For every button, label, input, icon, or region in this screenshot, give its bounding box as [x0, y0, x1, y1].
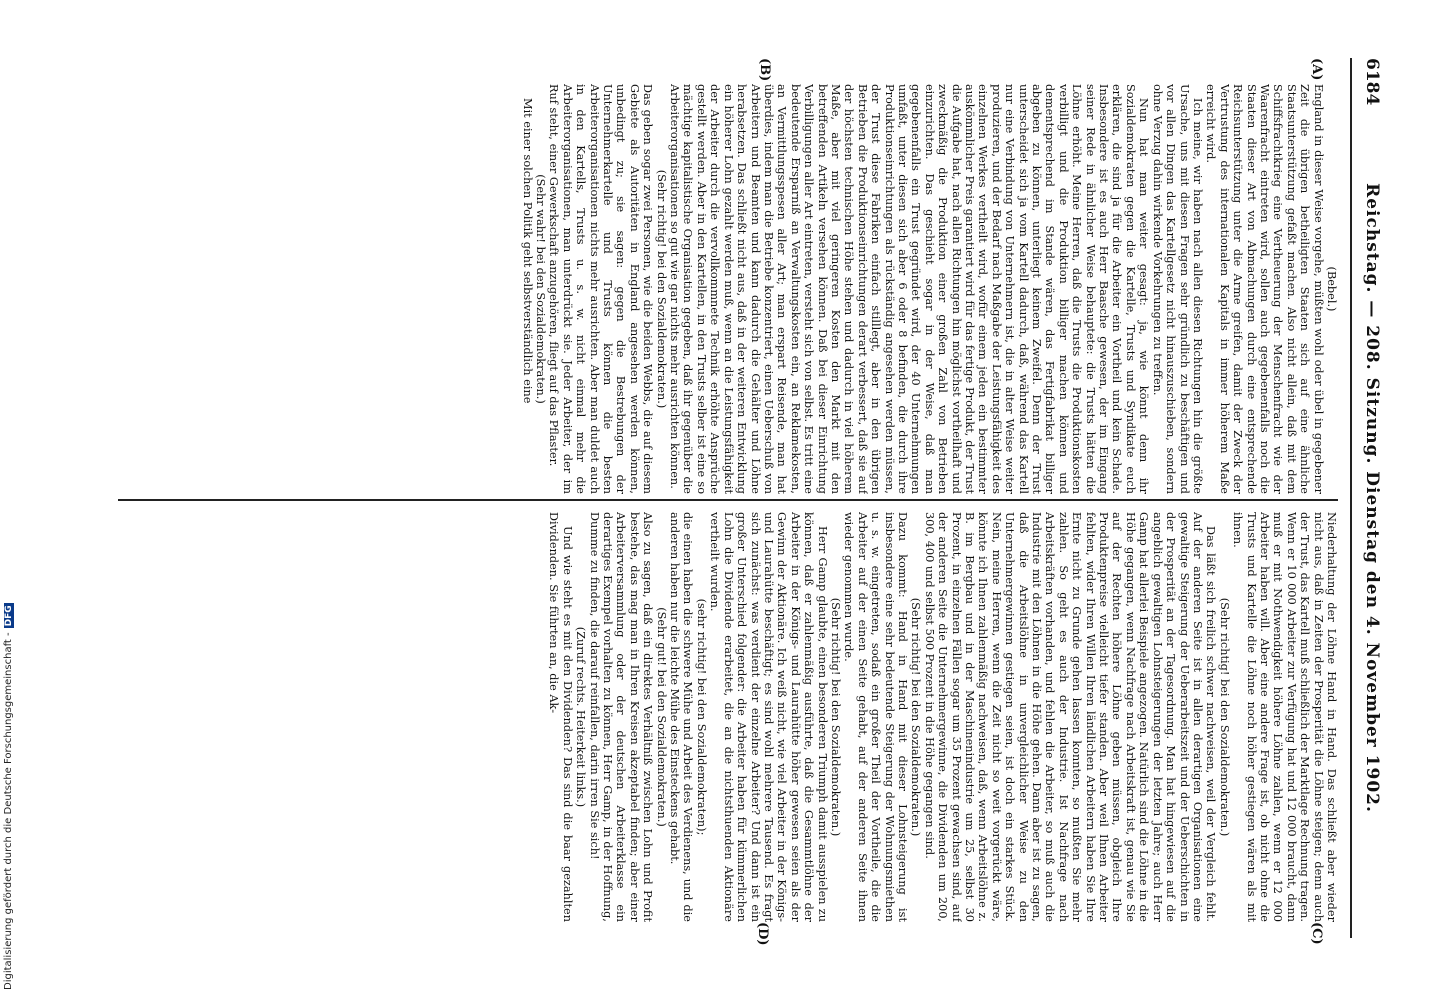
margin-marker-d: (D): [755, 922, 770, 946]
paragraph: die einen haben die schwere Mühe und Arbeit des Verdienens, und die anderen haben nur die leichte Mühe des Einsteckens gehabt.: [668, 512, 695, 922]
interjection: (Sehr wahr! bei den Sozialdemokraten.): [534, 174, 548, 404]
interjection: (sehr richtig! bei den Sozialdemokraten);: [694, 598, 708, 836]
interjection: (Sehr richtig! bei den Sozialdemokraten.): [654, 169, 668, 409]
interjection: (Sehr richtig! bei den Sozialdemokraten.): [909, 597, 923, 837]
interjection: (Sehr richtig! bei den Sozialdemokraten.): [828, 597, 842, 837]
margin-marker-c: (C): [1309, 922, 1324, 945]
paragraph: Ich meine, wir haben nach allen diesen Richtungen hin die größte Ursache, uns mit diesen Fragen sehr gründlich zu beschäftigen und vor allen Dingen das Kartellgesetz nicht hinauszuschieben, sondern ohne Verzug dahin wirkende Vorkehrungen zu treffen.: [1150, 84, 1204, 494]
paragraph: Niederhaltung der Löhne Hand in Hand. Das schließt aber wieder nicht aus, daß in Zeiten der Prosperität die Löhne steigen; denn auch der Trust, das Kartell muß schließlich der Marktlage Rechnung tragen. Wenn er 10 000 Arbeiter zur Verfügung hat und 12 000 braucht, dann muß er mit Nothwendigkeit höhere Löhne zahlen, wenn er 12 000 Arbeiter haben will. Aber eine andere Frage ist, ob nicht ohne die Trusts und Kartelle die Löhne noch höher gestiegen wären als mit ihnen.: [1231, 512, 1338, 922]
header-rule: [1350, 58, 1352, 938]
interjection: (Zuruf rechts. Heiterkeit links.): [574, 626, 588, 808]
column-divider: [118, 499, 1338, 501]
paragraph: Dazu kommt: Hand in Hand mit dieser Lohnsteigerung ist insbesondere eine sehr bedeutende Steigerung der Wohnungsmiethen u. s. w. eingetreten, sodaß ein großer Theil der Vortheile, die die Arbeiter auf der einen Seite gehabt, auf der anderen Seite ihnen wieder genommen wurde.: [842, 512, 909, 922]
interjection: (Bebel.): [1325, 266, 1338, 312]
paragraph: Das läßt sich freilich schwer nachweisen, weil der Vergleich fehlt. Auf der anderen Seite ist in allen derartigen Organisationen eine gewaltige Steigerung der Ueberarbeitszeit und der Ueberschichten in der Prosperität an der Tagesordnung. Man hat hingewiesen auf die angeblich gewaltigen Lohnsteigerungen der letzten Jahre; auch Herr Gamp hat allerlei Beispiele angezogen. Natürlich sind die Löhne in die Höhe gegangen, wenn Nachfrage nach Arbeitskraft ist, genau wie Sie auf der Rechten höhere Löhne geben müssen, obgleich Ihre Produktenpreise vielleicht tiefer standen. Aber weil Ihnen Arbeiter fehlten, wider Ihren Willen Ihren ländlichen Arbeitern haben Sie Ihre Ernte nicht zu Grunde gehen lassen konnten, so mußten Sie mehr zahlen. So geht es auch der Industrie. Ist Nachfrage nach Arbeitskräften vorhanden, und fehlen die Arbeiter, so muß auch die Industrie mit den Löhnen in die Höhe gehen. Dann aber ist zu sagen, daß die Arbeitslöhne in unvergleichlicher Weise zu den Unternehmergewinnen gestiegen seien, ist doch ein starkes Stück. Nein, meine Herren, wenn die Zeit nicht so weit vorgerückt wäre, könnte ich Ihnen zahlenmäßig nachweisen, daß, wenn Arbeitslöhne z. B. im Bergbau und in der Maschinenindustrie um 25, selbst 30 Prozent, in einzelnen Fällen sogar um 35 Prozent gewachsen sind, auf der anderen Seite die Unternehmergewinne, die Dividenden um 200, 300, 400 und selbst 500 Prozent in die Höhe gegangen sind.: [922, 512, 1218, 922]
paragraph: Herr Gamp glaubte, einen besonderen Triumph damit ausspielen zu können, daß er zahlenmäßig ausführte, daß die Gesammtlöhne der Arbeiter in der Königs- und Laurahütte höher gewesen seien als der Gewinn der Aktionäre. Ich weiß nicht, wie viel Arbeiter in der Königs- und Laurahütte beschäftigt; es sind wohl mehrere Tausend. Es fragt sich zunächst: was verdient der einzelne Arbeiter? Und dann ist ein großer Unterschied folgender: die Arbeiter haben für kümmerlichen Lohn die Dividende erarbeitet, die an die nichtsthuenden Aktionäre vertheilt wurden.: [708, 512, 829, 922]
margin-marker-b: (B): [757, 58, 772, 82]
paragraph: Und wie steht es mit den Dividenden? Das sind die baar gezahlten Dividenden. Sie führten an, die Ak-: [547, 512, 574, 922]
rotated-page: [82, 58, 1382, 946]
paragraph: Mit einer solchen Politik geht selbstverständlich eine: [520, 98, 534, 404]
paragraph: Also zu sagen, daß ein direktes Verhältniß zwischen Lohn und Profit bestehe, das mag man in Ihren Kreisen akzeptabel finden; aber einer Arbeiterversammlung oder der deutschen Arbeiterklasse ein derartiges Exempel vorhalten zu können, Herr Gamp, in der Hoffnung, Dumme zu finden, die darauf reinfallen, darin irren Sie sich!: [587, 512, 655, 922]
paragraph: Nun hat man weiter gesagt: ja, wie könnt denn ihr Sozialdemokraten gegen die Kartelle, Trusts und Syndikate euch erklären, die sind ja für die Arbeiter ein Vortheil und kein Schade. Insbesondere ist es auch Herr Baasche gewesen, der im Eingang seiner Rede in ähnlicher Weise behauptete: die Trusts hätten die Löhne erhöht. Meine Herren, daß die Trusts die Produktionskosten verbilligt und die Produktion billiger machen können und dementsprechend im Stande wären, das Fertigfabrikat billiger abgeben zu können, unterliegt keinem Zweifel. Denn der Trust unterscheidet sich ja vom Kartell dadurch, daß, während das Kartell nur eine Verbindung von Unternehmern ist, die in alter Weise weiter produzieren, und der Bedarf nach Maßgabe der Leistungsfähigkeit des einzelnen Werkes vertheilt wird, wofür einem jeden ein bestimmter auskömmlicher Preis garantiert wird für das fertige Produkt, der Trust die Aufgabe hat, nach allen Richtungen hin möglichst vortheilhaft und zweckmäßig die Produktion einer großen Zahl von Betrieben einzurichten. Das geschieht sogar in der Weise, daß man gegebenenfalls ein Trust gegründet wird, der 40 Unternehmungen umfaßt, unter diesen sich aber 6 oder 8 befinden, die durch ihre Produktionseinrichtungen als rückständig angesehen werden müssen, der Trust diese Fabriken einfach stilllegt, aber in den übrigen Betrieben die Produktionseinrichtungen derart verbessert, daß sie auf der höchsten technischen Höhe stehen und dadurch in viel höherem Maße, aber mit viel geringeren Kosten den Markt mit den betreffenden Artikeln versehen können. Daß bei dieser Einrichtung Verbilligungen aller Art eintreten, versteht sich von selbst. Es tritt eine bedeutende Ersparniß an Verwaltungskosten ein, an Reklamekosten, an Vermittlungsspesen aller Art; man erspart Reisende, man hat überdies, indem man die Betriebe konzentriert, einen Ueberschuß von Arbeitern und Beamten und kann dadurch die Gehälter und Löhne herabsetzen. Das schließt nicht aus, daß in der weiteren Entwicklung ein höherer Lohn gezahlt werden muß, wenn an die Leistungsfähigkeit der Arbeiter durch die vervollkommnete Technik erhöhte Ansprüche gestellt werden. Aber in den Kartellen, in den Trusts selber ist eine so mächtige kapitalistische Organisation gegeben, daß ihr gegenüber die Arbeiterorganisationen so gut wie gar nichts mehr ausrichten können.: [668, 84, 1151, 494]
running-head-title: Reichstag. — 208. Sitzung. Dienstag den 4. November 1902.: [1362, 183, 1382, 813]
paragraph: England in dieser Weise vorgehe, müßten wohl oder übel in gegebener Zeit die übrigen betheiligten Staaten sich auf eine ähnliche Staatsunterstützung gefaßt machen. Also nicht allein, daß mit dem Schiffsfrachtkrieg eine Vertheuerung der Menschenfracht wie der Waarenfracht eintreten wird, sollen auch gegebenenfalls noch die Staaten dieser Art von Abmachungen durch eine entsprechende Reichsunterstützung unter die Arme greifen, damit der Zweck der Vertrustung des internationalen Kapitals in immer höherem Maße erreicht wird.: [1204, 84, 1325, 494]
running-header: [1354, 58, 1382, 938]
left-text-column: [118, 84, 1338, 494]
right-text-column: [118, 512, 1338, 922]
page-number: 6184: [1362, 58, 1382, 106]
funding-credit-text: Digitalisierung gefördert durch die Deutsche Forschungsgemeinschaft -: [3, 632, 14, 990]
interjection: (Sehr richtig! bei den Sozialdemokraten.): [1217, 597, 1231, 837]
paragraph: Das geben sogar zwei Personen, wie die beiden Webbs, die auf diesem Gebiete als Autoritäten in England angesehen werden können, unbedingt zu; sie sagen: gegen die Bestrebungen der Unternehmerkartelle und Trusts können die besten Arbeiterorganisationen nichts mehr ausrichten. Aber man duldet auch in den Kartells, Trusts u. s. w. nicht einmal mehr die Arbeiterorganisationen, man unterdrückt sie. Jeder Arbeiter, der im Ruf steht, einer Gewerkschaft anzugehören, fliegt auf das Pflaster.: [547, 84, 655, 494]
interjection: (Sehr gut! bei den Sozialdemokraten.): [654, 607, 668, 827]
funding-credit: [3, 603, 14, 990]
dfg-logo: DFG: [3, 605, 14, 627]
margin-marker-a: (A): [1309, 58, 1324, 81]
